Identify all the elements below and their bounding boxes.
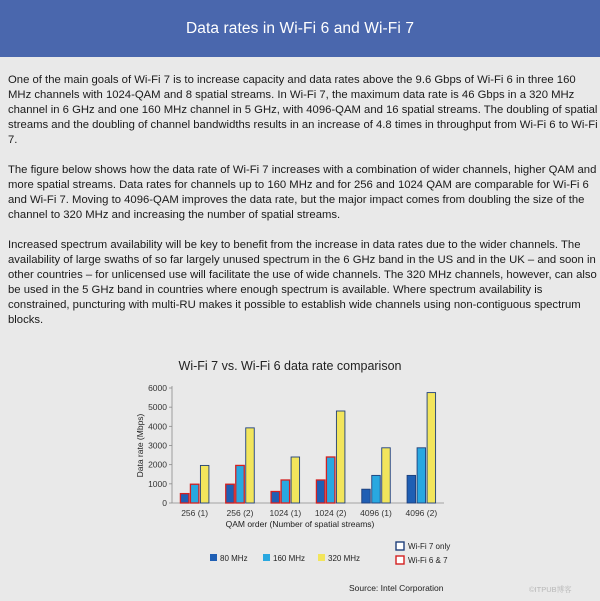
y-tick-label: 4000 [148,421,167,432]
chart-title: Wi-Fi 7 vs. Wi-Fi 6 data rate comparison [178,359,402,373]
outline-legend-swatch [396,542,404,550]
legend-label: 320 MHz [328,554,361,563]
source-caption: Source: Intel Corporation [349,583,444,593]
outline-legend-swatch [396,556,404,564]
x-tick-label: 4096 (2) [405,508,438,518]
bar [180,494,189,503]
legend-label: 80 MHz [220,554,248,563]
bar [336,411,345,503]
bar [271,492,280,504]
bar [427,393,436,503]
x-tick-label: 256 (1) [181,508,209,518]
bar [417,448,426,503]
y-tick-label: 5000 [148,402,167,413]
bar [200,465,209,503]
bar [407,475,416,503]
legend-label: 160 MHz [273,554,306,563]
outline-legend-label: Wi-Fi 7 only [408,542,451,551]
bar [226,484,235,503]
watermark: ©ITPUB博客 [529,585,572,594]
page-title: Data rates in Wi-Fi 6 and Wi-Fi 7 [185,19,415,37]
x-tick-label: 256 (2) [226,508,254,518]
y-tick-label: 3000 [148,440,167,451]
y-tick-label: 0 [162,498,167,508]
bar [190,484,199,503]
paragraph-2: The figure below shows how the data rate of Wi-Fi 7 increases with a combination of wider channels, higher QAM and more spatial streams. Data rates for channels up to 160 MHz and for 256 and 1024 QAM are comparable for Wi-Fi 6 and Wi-Fi 7. Moving to 4096-QAM improves the data rate, but the major impact comes from doubling the size of the channel to 320 MHz and increasing the number of spatial streams. [8,164,597,221]
bar [326,457,335,503]
x-tick-label: 1024 (2) [314,508,347,518]
legend-swatch [263,554,270,561]
y-tick-label: 1000 [148,478,167,489]
y-axis-label: Data rate (Mbps) [135,413,145,478]
paragraph-1: One of the main goals of Wi-Fi 7 is to increase capacity and data rates above the 9.6 Gbps of Wi-Fi 6 in three 160 MHz channels with 1024-QAM and 8 spatial streams. In Wi-Fi 7, the maximum data rate is 46 Gbps in a 320 MHz channel in 6 GHz and one 160 MHz channel in 5 GHz, with 4096-QAM and 16 spatial streams. The doubling of spatial streams and the doubling of channel bandwidths results in an increase of 4.8 times in throughput from Wi-Fi 6 to Wi-Fi 7. [8,74,598,146]
x-tick-label: 4096 (1) [360,508,392,518]
bar [291,457,300,503]
bar [281,480,290,503]
y-tick-label: 6000 [148,383,167,393]
outline-legend-label: Wi-Fi 6 & 7 [408,556,448,565]
x-axis-label: QAM order (Number of spatial streams) [225,519,375,529]
legend-swatch [318,554,325,561]
paragraph-3: Increased spectrum availability will be key to benefit from the increase in data rates due to the wider channels. The availability of large swaths of so far largely unused spectrum in the 6 GHz band in the US and in the UK – and soon in other countries – for unlicensed use will facilitate the use of wide channels. The 320 MHz channels, however, can also be used in the 5 GHz band in countries where enough spectrum is available. Where spectrum availability is constrained, puncturing with multi-RU makes it possible to establish wide channels using non-contiguous spectrum blocks. [8,239,597,326]
bar [362,489,371,503]
bar [246,428,255,503]
legend-swatch [210,554,217,561]
x-tick-label: 1024 (1) [269,508,302,518]
bar [372,475,381,503]
bar [316,480,325,503]
bar [382,448,391,503]
bar [236,465,245,503]
y-tick-label: 2000 [148,459,167,470]
